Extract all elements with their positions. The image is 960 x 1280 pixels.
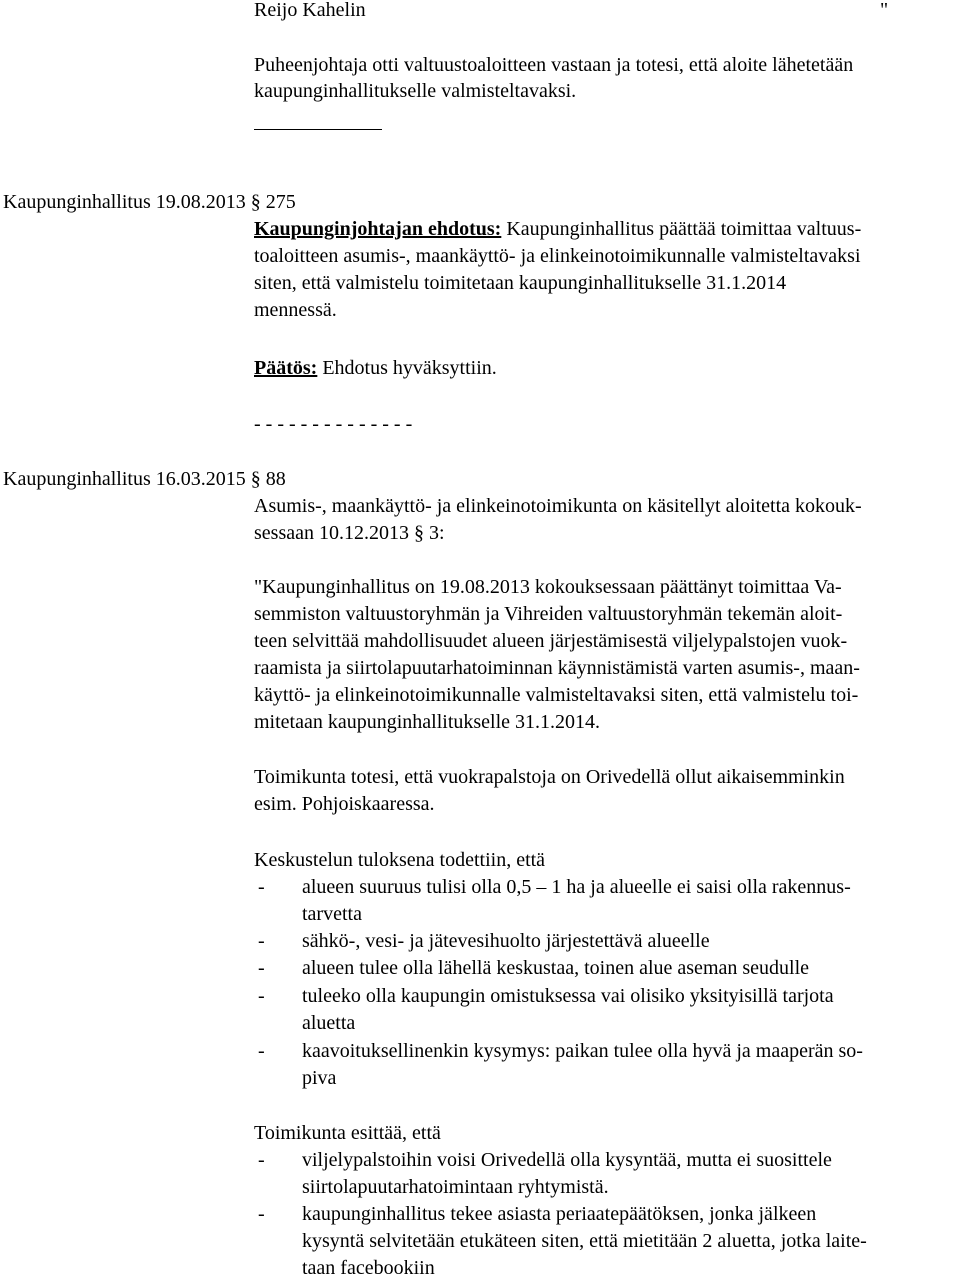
proposal-line3: siten, että valmistelu toimitetaan kaupunginhallitukselle 31.1.2014 bbox=[254, 272, 787, 294]
list-item-cont: siirtolapuutarhatoimintaan ryhtymistä. bbox=[302, 1176, 609, 1198]
proposal-intro: Toimikunta esittää, että bbox=[254, 1122, 441, 1144]
list-item: kaupunginhallitus tekee asiasta periaatepäätöksen, jonka jälkeen bbox=[302, 1203, 817, 1225]
signature-rule bbox=[254, 129, 382, 130]
author-name: Reijo Kahelin bbox=[254, 0, 366, 21]
separator: - - - - - - - - - - - - - - bbox=[254, 413, 413, 435]
list-item: alueen tulee olla lähellä keskustaa, toinen alue aseman seudulle bbox=[302, 957, 810, 979]
proposal-line1-rest: Kaupunginhallitus päättää toimittaa valtuus- bbox=[501, 218, 862, 240]
note-line: Toimikunta totesi, että vuokrapalstoja on Orivedellä ollut aikaisemminkin bbox=[254, 766, 845, 788]
para1-line1: Puheenjohtaja otti valtuustoaloitteen vastaan ja totesi, että aloite lähetetään bbox=[254, 54, 854, 76]
discussion-intro: Keskustelun tuloksena todettiin, että bbox=[254, 849, 546, 871]
list-bullet: - bbox=[258, 876, 265, 898]
decision-line bbox=[254, 356, 497, 380]
intro-line1: Asumis-, maankäyttö- ja elinkeinotoimikunta on käsitellyt aloitetta kokouk- bbox=[254, 495, 862, 517]
list-bullet: - bbox=[258, 1149, 265, 1171]
proposal-line1 bbox=[254, 217, 861, 241]
note-line: esim. Pohjoiskaaressa. bbox=[254, 793, 435, 815]
intro-line2: sessaan 10.12.2013 § 3: bbox=[254, 522, 445, 544]
proposal-line2: toaloitteen asumis-, maankäyttö- ja elinkeinotoimikunnalle valmisteltavaksi bbox=[254, 245, 861, 267]
quote-line: käyttö- ja elinkeinotoimikunnalle valmisteltavaksi siten, että valmistelu toi- bbox=[254, 684, 859, 706]
list-bullet: - bbox=[258, 985, 265, 1007]
section1-heading: Kaupunginhallitus 19.08.2013 § 275 bbox=[3, 191, 296, 213]
list-item-cont: tarvetta bbox=[302, 903, 362, 925]
list-item-cont: taan facebookiin bbox=[302, 1257, 435, 1279]
quote-line: "Kaupunginhallitus on 19.08.2013 kokouksessaan päättänyt toimittaa Va- bbox=[254, 576, 842, 598]
section2-heading: Kaupunginhallitus 16.03.2015 § 88 bbox=[3, 468, 286, 490]
list-item: viljelypalstoihin voisi Orivedellä olla kysyntää, mutta ei suosittele bbox=[302, 1149, 832, 1171]
quote-line: mitetaan kaupunginhallitukselle 31.1.2014. bbox=[254, 711, 601, 733]
decision-label: Päätös: bbox=[254, 357, 318, 379]
para1-line2: kaupunginhallitukselle valmisteltavaksi. bbox=[254, 80, 577, 102]
list-item: alueen suuruus tulisi olla 0,5 – 1 ha ja alueelle ei saisi olla rakennus- bbox=[302, 876, 851, 898]
list-item: sähkö-, vesi- ja jätevesihuolto järjestettävä alueelle bbox=[302, 930, 710, 952]
proposal-line4: mennessä. bbox=[254, 299, 337, 321]
quote-line: raamista ja siirtolapuutarhatoiminnan käynnistämistä varten asumis-, maan- bbox=[254, 657, 860, 679]
list-bullet: - bbox=[258, 1040, 265, 1062]
quote-line: semmiston valtuustoryhmän ja Vihreiden valtuustoryhmän tekemän aloit- bbox=[254, 603, 843, 625]
list-item-cont: kysyntä selvitetään etukäteen siten, että mietitään 2 aluetta, jotka laite- bbox=[302, 1230, 867, 1252]
list-bullet: - bbox=[258, 930, 265, 952]
list-item-cont: piva bbox=[302, 1067, 337, 1089]
proposal-label: Kaupunginjohtajan ehdotus: bbox=[254, 218, 502, 240]
quote-line: teen selvittää mahdollisuudet alueen järjestämisestä viljelypalstojen vuok- bbox=[254, 630, 848, 652]
quote-mark: " bbox=[880, 0, 889, 21]
list-item: kaavoituksellinenkin kysymys: paikan tulee olla hyvä ja maaperän so- bbox=[302, 1040, 863, 1062]
list-bullet: - bbox=[258, 1203, 265, 1225]
list-item: tuleeko olla kaupungin omistuksessa vai olisiko yksityisillä tarjota bbox=[302, 985, 834, 1007]
decision-text: Ehdotus hyväksyttiin. bbox=[317, 357, 497, 379]
list-bullet: - bbox=[258, 957, 265, 979]
list-item-cont: aluetta bbox=[302, 1012, 356, 1034]
